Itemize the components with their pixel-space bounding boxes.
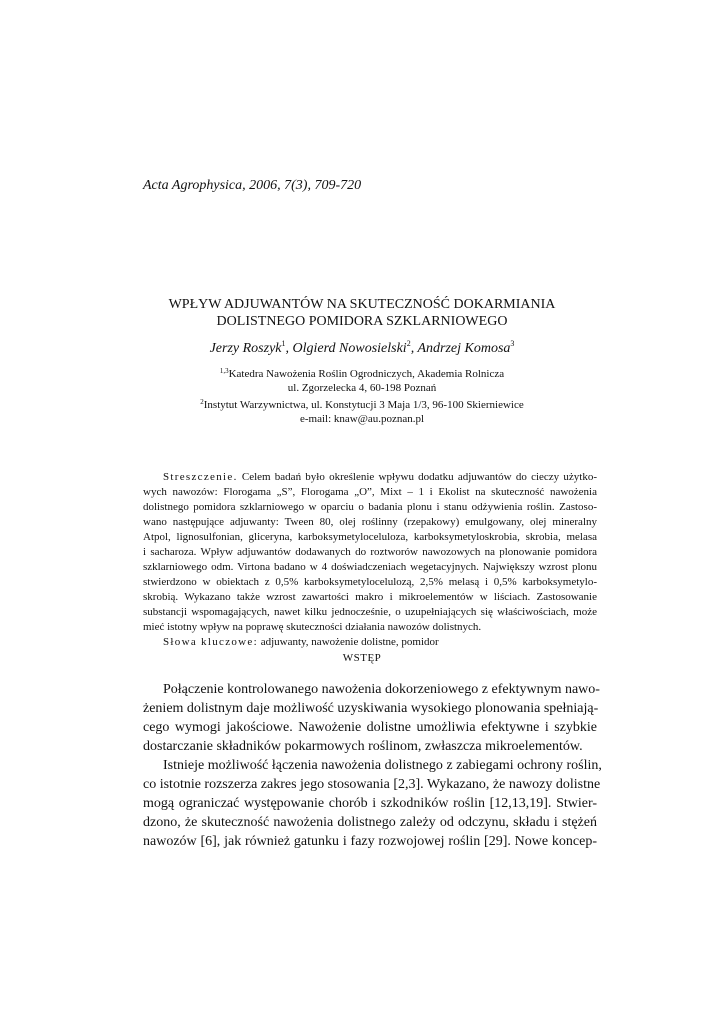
author-name: Jerzy Roszyk bbox=[209, 341, 282, 356]
affiliation-line bbox=[100, 395, 624, 412]
author-separator: , bbox=[285, 341, 293, 356]
author-affiliation-mark: 2 bbox=[406, 339, 411, 348]
abstract-line: mieć istotny wpływ na poprawę skuteczności działania nawozów dolistnych. bbox=[143, 621, 482, 633]
author-affiliation-mark: 1 bbox=[281, 339, 286, 348]
journal-reference: Acta Agrophysica, 2006, 7(3), 709-720 bbox=[143, 178, 362, 193]
affiliations bbox=[100, 364, 624, 426]
keywords-label: Słowa kluczowe: bbox=[163, 636, 258, 648]
abstract-line: skrobią. Wykazano także wzrost zawartości makro i mikroelementów w liściach. Zastosowanie bbox=[143, 591, 597, 603]
paragraph-line: Istnieje możliwość łączenia nawożenia dolistnego z zabiegami ochrony roślin, bbox=[163, 758, 602, 773]
abstract-line: wano następujące adjuwanty: Tween 80, olej roślinny (rzepakowy) emulgowany, olej mineralny bbox=[143, 516, 597, 528]
affiliation-text: Instytut Warzywnictwa, ul. Konstytucji 3 Maja 1/3, 96-100 Skierniewice bbox=[203, 399, 524, 411]
keywords-line bbox=[143, 635, 597, 650]
body-text bbox=[143, 680, 602, 851]
author-name: Olgierd Nowosielski bbox=[292, 341, 407, 356]
affiliation-mark: 1,3 bbox=[219, 367, 229, 375]
author-name: Andrzej Komosa bbox=[417, 341, 511, 356]
paragraph-line: mogą ograniczać występowanie chorób i szkodników roślin [12,13,19]. Stwier- bbox=[143, 796, 597, 811]
affiliation-mark: 2 bbox=[200, 398, 204, 406]
title-line: WPŁYW ADJUWANTÓW NA SKUTECZNOŚĆ DOKARMIANIA bbox=[168, 297, 556, 312]
affiliation-line bbox=[100, 364, 624, 381]
paragraph-line: nawozów [6], jak również gatunku i fazy rozwojowej roślin [29]. Nowe koncep- bbox=[143, 834, 597, 849]
abstract-line: wych nawozów: Florogama „S”, Florogama „O”, Mixt – 1 i Ekolist na skuteczność nawożenia bbox=[143, 486, 597, 498]
title-line: DOLISTNEGO POMIDORA SZKLARNIOWEGO bbox=[216, 314, 508, 329]
paragraph-line: dostarczanie składników pokarmowych roślinom, zwłaszcza mikroelementów. bbox=[143, 739, 583, 754]
paragraph-line: dzono, że skuteczność nawożenia dolistnego zależy od odczynu, składu i stężeń bbox=[143, 815, 597, 830]
abstract-line: szklarniowego odm. Virtona badano w 4 doświadczeniach wegetacyjnych. Największy wzrost plonu bbox=[143, 561, 597, 573]
abstract-line: i sacharoza. Wpływ adjuwantów dodawanych do roztworów nawozowych na plonowanie pomidora bbox=[143, 546, 597, 558]
abstract-label: Streszczenie. bbox=[163, 471, 238, 483]
paragraph-line: cego wymogi jakościowe. Nawożenie dolistne umożliwia efektywne i szybkie bbox=[143, 720, 597, 735]
contact-email: e-mail: knaw@au.poznan.pl bbox=[299, 413, 425, 425]
abstract-line: substancji wspomagających, nawet kilku jednocześnie, o uzupełniających się właściwościach, może bbox=[143, 606, 597, 618]
author-affiliation-mark: 3 bbox=[510, 339, 515, 348]
paragraph-line: Połączenie kontrolowanego nawożenia dokorzeniowego z efektywnym nawo- bbox=[163, 682, 600, 697]
affiliation-address: ul. Zgorzelecka 4, 60-198 Poznań bbox=[287, 382, 437, 394]
keywords-text: adjuwanty, nawożenie dolistne, pomidor bbox=[257, 636, 439, 648]
paragraph-line: co istotnie rozszerza zakres jego stosowania [2,3]. Wykazano, że nawozy dolistne bbox=[143, 777, 601, 792]
abstract-line: dolistnego pomidora szklarniowego w oparciu o badania plonu i stanu odżywienia roślin. Zastoso- bbox=[143, 501, 597, 513]
abstract-line: stwierdzono w obiektach z 0,5% karboksymetylocelulozą, 2,5% melasą i 0,5% karboksymetylo- bbox=[143, 576, 597, 588]
section-heading: WSTĘP bbox=[342, 652, 382, 664]
affiliation-text: Katedra Nawożenia Roślin Ogrodniczych, Akademia Rolnicza bbox=[228, 368, 505, 380]
author-separator: , bbox=[410, 341, 418, 356]
author-list bbox=[100, 339, 624, 357]
article-title bbox=[100, 296, 624, 330]
abstract-line: Atpol, lignosulfonian, gliceryna, karboksymetyloceluloza, karboksymetyloskrobia, skrobia, melasa bbox=[143, 531, 597, 543]
abstract bbox=[143, 470, 597, 650]
abstract-line bbox=[143, 470, 597, 485]
abstract-text: Celem badań było określenie wpływu dodatku adjuwantów do cieczy użytko- bbox=[237, 471, 597, 483]
paragraph-line: żeniem dolistnym daje możliwość uzyskiwania wysokiego plonowania spełniają- bbox=[143, 701, 599, 716]
